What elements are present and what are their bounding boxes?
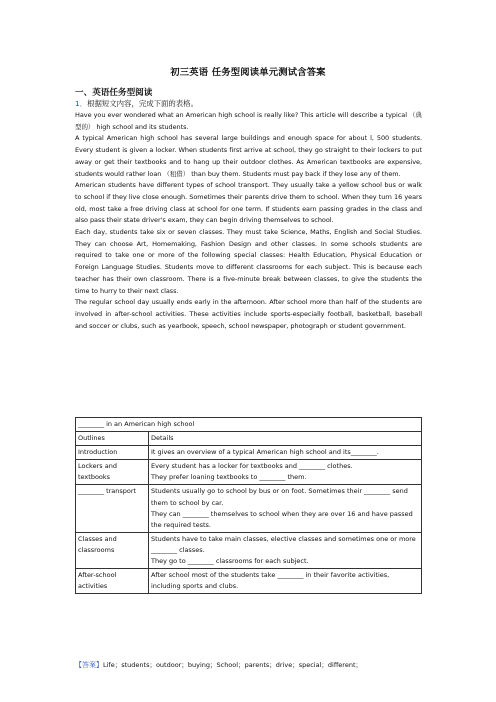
detail-line: Students usually go to school by bus or on foot. Sometimes their ________ send them to school by car. [151,487,408,507]
answer-text: Life；students；outdoor；buying；School；parents；drive；special；different； [103,661,362,669]
passage-paragraph: Each day, students take six or seven classes. They must take Science, Maths, English and Social Studies. They can choose Art, Homemaking, Fashion Design and other classes. In some schools students are required to take one or more of the following special classes: Health Education, Physical Education or Foreign Language Studies. Students move to different classrooms for each subject. This is because each teacher has their own classroom. There is a five-minute break between classes, to give the students the time to hurry to their next class. [75,228,422,295]
detail-line: After school most of the students take ________ in their favorite activities, including sports and clubs. [151,571,390,591]
table-row [76,569,422,594]
table-header: ________ in an American high school [76,418,422,432]
table-row [76,446,422,460]
table-column-headers [76,432,422,446]
column-header-outlines: Outlines [76,432,149,446]
detail-line: Every student has a locker for textbooks and ________ clothes. [151,462,353,471]
row-details [149,532,422,568]
row-outline: Classes and classrooms [76,532,149,568]
page-title: 初三英语 任务型阅读单元测试含答案 [170,67,326,78]
passage [75,110,422,332]
row-details [149,569,422,594]
row-details [149,446,422,460]
detail-line: Students have to take main classes, elective classes and sometimes one or more ________ classes. [151,534,416,554]
column-header-details: Details [149,432,422,446]
detail-line: They go to ________ classrooms for each subject. [151,557,309,566]
answer-label: 【答案】 [75,661,103,669]
row-details [149,485,422,532]
row-outline: After-school activities [76,569,149,594]
question-text: 根据短文内容，完成下面的表格。 [87,99,198,108]
question-number: 1． [75,99,88,108]
passage-paragraph: American students have different types of school transport. They usually take a yellow school bus or walk to school if they live close enough. Sometimes their parents drive them to school. When they turn 16 years old, most take a free driving class at school for one term. If students earn passing grades in the class and also pass their state driver's exam, they can begin driving themselves to school. [75,181,422,225]
passage-paragraph: The regular school day usually ends early in the afternoon. After school more than half of the students are involved in after-school activities. These activities include sports-especially football, basketball, baseball and soccer or clubs, such as yearbook, speech, school newspaper, photograph or student government. [75,298,422,330]
section-heading: 一、英语任务型阅读 [75,88,153,98]
question-instruction [75,98,198,109]
table-row [76,460,422,485]
passage-paragraph: Have you ever wondered what an American high school is really like? This article will describe a typical （典型的） high school and its students. [75,111,422,131]
row-details [149,460,422,485]
detail-line: They can ________ themselves to school when they are over 16 and have passed the required tests. [151,509,413,529]
table-row [76,532,422,568]
passage-paragraph: A typical American high school has several large buildings and enough space for about l, 500 students. Every student is given a locker. When students first arrive at school, they go straight to their lockers to put away or get their textbooks and to hang up their outdoor clothes. As American textbooks are expensive, students would rather loan （租借） than buy them. Students must pay back if they lose any of them. [75,134,422,178]
row-outline: ________ transport [76,485,149,532]
row-outline: Introduction [76,446,149,460]
answer-line [75,660,435,671]
outline-table [75,417,422,594]
table-header-row [76,418,422,432]
detail-line: It gives an overview of a typical American high school and its________. [151,448,379,457]
row-outline: Lockers and textbooks [76,460,149,485]
detail-line: They prefer loaning textbooks to ________ them. [151,473,307,482]
table-row [76,485,422,532]
